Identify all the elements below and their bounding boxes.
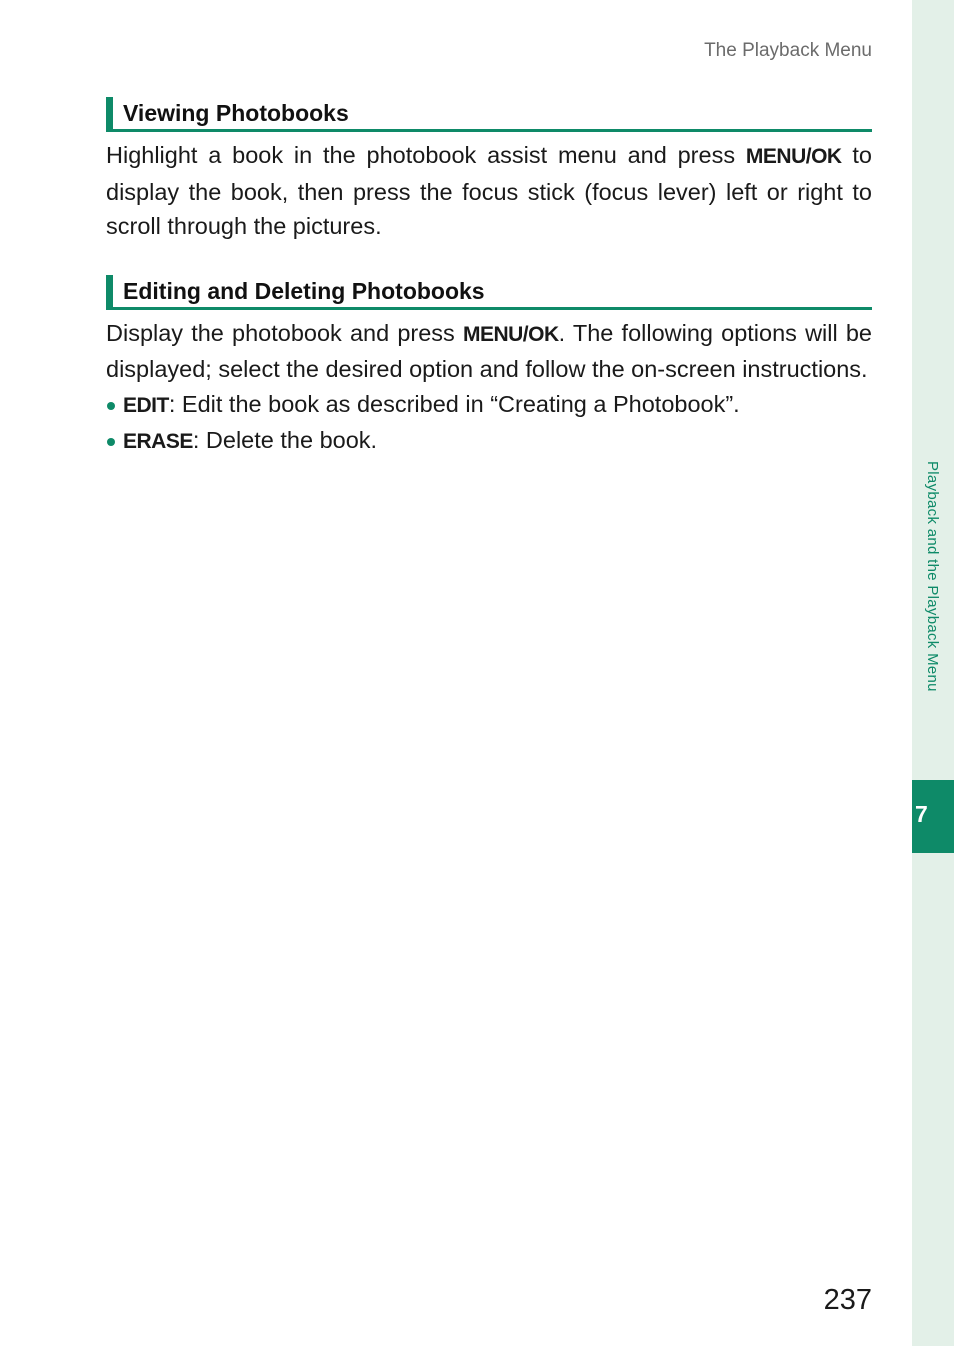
paragraph-text: Display the photobook and press [106, 319, 463, 346]
section-viewing-photobooks [106, 96, 872, 244]
paragraph-text: to display the book, then press the focus stick (focus lever) left or right to scroll through the pictures. [106, 142, 872, 239]
paragraph-text: Highlight a book in the photobook assist menu and press [106, 142, 746, 168]
chapter-side-tab: Playback and the Playback Menu 7 [912, 0, 954, 1346]
list-item [106, 387, 872, 424]
section-paragraph [106, 316, 872, 387]
bullet-dot-icon [107, 438, 115, 446]
menu-ok-key-label: MENU/OK [745, 145, 842, 168]
section-heading [106, 96, 872, 132]
chapter-number: 7 [915, 801, 928, 827]
option-description: : Delete the book. [192, 427, 378, 453]
main-content [106, 96, 872, 460]
section-heading [106, 274, 872, 310]
section-paragraph [106, 138, 872, 244]
section-title: Viewing Photobooks [123, 100, 349, 126]
option-list [106, 387, 872, 460]
heading-accent-bar [106, 97, 113, 132]
section-title: Editing and Deleting Photobooks [123, 277, 485, 304]
list-item [106, 423, 872, 460]
bullet-dot-icon [107, 402, 115, 410]
option-description: : Edit the book as described in “Creating a Photobook”. [168, 390, 740, 417]
running-header: The Playback Menu [704, 40, 872, 61]
section-editing-deleting-photobooks [106, 274, 872, 460]
heading-accent-bar [106, 275, 113, 310]
menu-ok-key-label: MENU/OK [462, 322, 559, 346]
option-key: EDIT [123, 393, 169, 417]
paragraph-text: . The following options will be displayed; select the desired option and follow the on-screen instructions. [106, 319, 872, 382]
chapter-marker [912, 780, 954, 853]
option-key: ERASE [123, 430, 193, 453]
page-number: 237 [823, 1284, 872, 1316]
